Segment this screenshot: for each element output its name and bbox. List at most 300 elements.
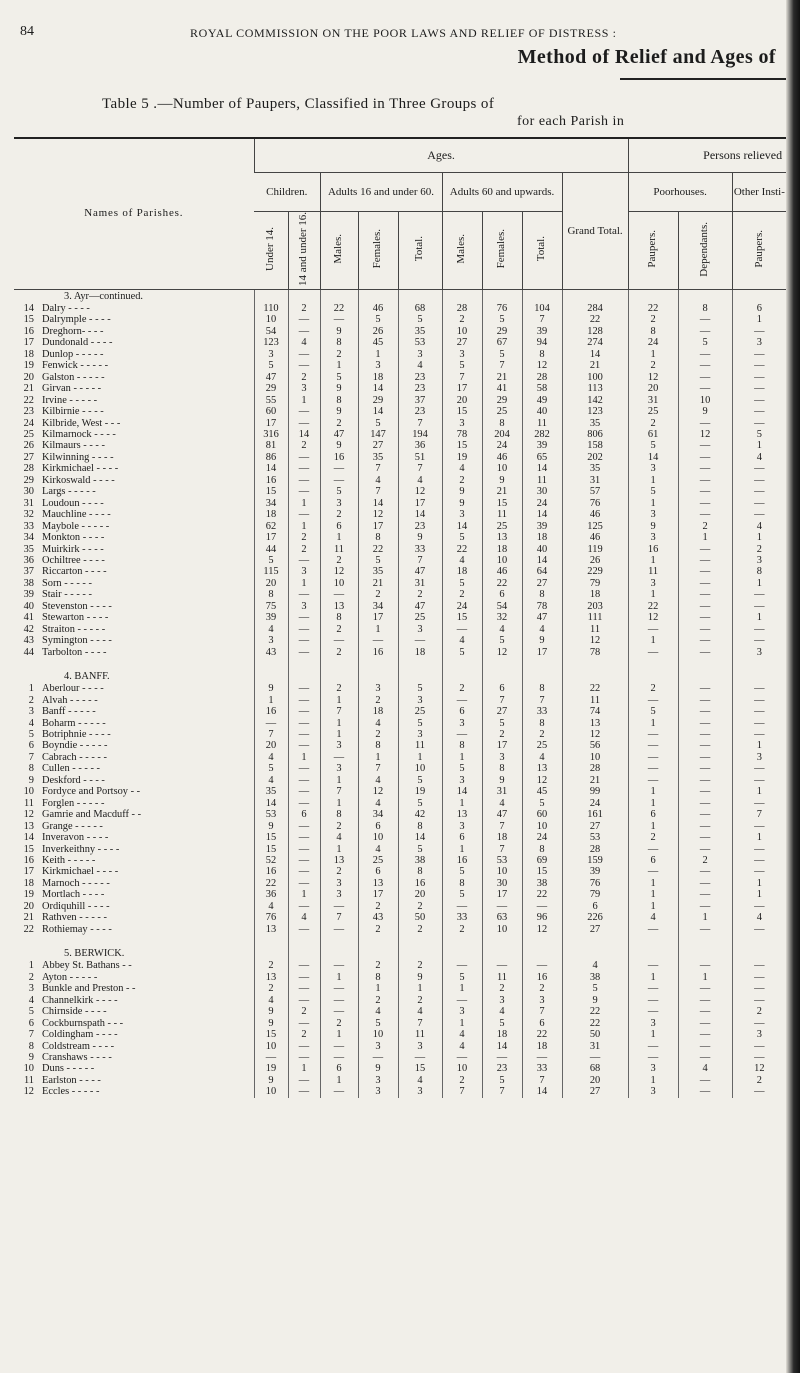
value-cell: 5 (254, 763, 288, 774)
value-cell: 11 (482, 972, 522, 983)
value-cell: 5 (628, 706, 678, 717)
value-cell: 1 (628, 798, 678, 809)
value-cell: 35 (358, 452, 398, 463)
value-cell: — (288, 509, 320, 520)
value-cell: — (678, 372, 732, 383)
value-cell: 4 (398, 1006, 442, 1017)
value-cell: 5 (482, 1075, 522, 1086)
value-cell: — (732, 360, 786, 371)
value-cell: 7 (442, 372, 482, 383)
table-row (14, 578, 786, 589)
value-cell: — (320, 463, 358, 474)
value-cell: — (732, 718, 786, 729)
value-cell: 34 (358, 601, 398, 612)
value-cell: 15 (522, 866, 562, 877)
value-cell: 22 (358, 544, 398, 555)
value-cell: 14 (398, 832, 442, 843)
value-cell: 4 (358, 775, 398, 786)
value-cell: — (288, 1086, 320, 1097)
value-cell: 16 (254, 706, 288, 717)
value-cell: 7 (522, 314, 562, 325)
value-cell: — (288, 555, 320, 566)
value-cell: 38 (398, 855, 442, 866)
value-cell: 24 (522, 498, 562, 509)
value-cell: 5 (678, 337, 732, 348)
parish-name: Duns - - - - - (42, 1063, 95, 1075)
value-cell: 14 (522, 463, 562, 474)
value-cell: 2 (442, 683, 482, 694)
empty-cell (522, 290, 562, 303)
value-cell: 2 (320, 349, 358, 360)
value-cell: 99 (562, 786, 628, 797)
row-number: 40 (23, 600, 34, 612)
empty-cell (40, 935, 254, 948)
value-cell: — (678, 695, 732, 706)
value-cell: — (732, 821, 786, 832)
value-cell: 8 (482, 418, 522, 429)
value-cell: 5 (442, 647, 482, 658)
value-cell: 8 (320, 809, 358, 820)
value-cell: 14 (442, 786, 482, 797)
value-cell: 1 (628, 555, 678, 566)
empty-cell (398, 658, 442, 671)
value-cell: 12 (732, 1063, 786, 1074)
value-cell: — (288, 878, 320, 889)
empty-cell (254, 671, 288, 684)
value-cell: 10 (678, 395, 732, 406)
value-cell: 1 (628, 821, 678, 832)
empty-cell (288, 658, 320, 671)
value-cell: — (442, 624, 482, 635)
value-cell: 5 (628, 486, 678, 497)
value-cell: 47 (254, 372, 288, 383)
value-cell: 10 (254, 1041, 288, 1052)
value-cell: 2 (320, 821, 358, 832)
row-number: 24 (23, 417, 34, 429)
value-cell: 39 (522, 440, 562, 451)
row-number: 33 (23, 520, 34, 532)
value-cell: 3 (442, 509, 482, 520)
empty-cell (482, 671, 522, 684)
running-head: ROYAL COMMISSION ON THE POOR LAWS AND RELIEF OF DISTRESS : (190, 26, 617, 40)
value-cell: 4 (732, 912, 786, 923)
value-cell: 23 (398, 383, 442, 394)
empty-cell (358, 948, 398, 961)
value-cell: — (358, 635, 398, 646)
parish-name: Monkton - - - - (42, 532, 105, 544)
value-cell: 4 (358, 1006, 398, 1017)
header-adult-females: Females. (358, 212, 398, 290)
value-cell: 4 (562, 960, 628, 971)
value-cell: 11 (398, 740, 442, 751)
value-cell: 3 (442, 1006, 482, 1017)
empty-cell (14, 935, 40, 948)
value-cell: 5 (398, 844, 442, 855)
value-cell: 43 (254, 647, 288, 658)
value-cell: 3 (628, 532, 678, 543)
row-number: 23 (23, 406, 34, 418)
value-cell: — (628, 924, 678, 935)
value-cell: 3 (442, 821, 482, 832)
table-row (14, 418, 786, 429)
parish-name: Cullen - - - - - (42, 763, 100, 775)
value-cell: 40 (522, 544, 562, 555)
value-cell: 9 (398, 972, 442, 983)
value-cell: — (732, 418, 786, 429)
value-cell: — (678, 983, 732, 994)
value-cell: — (628, 1052, 678, 1063)
value-cell: — (288, 418, 320, 429)
parish-name: Dalrymple - - - - (42, 314, 111, 326)
value-cell: 8 (320, 395, 358, 406)
value-cell: 8 (628, 326, 678, 337)
row-number: 11 (23, 797, 34, 809)
value-cell: — (482, 1052, 522, 1063)
value-cell: 47 (522, 612, 562, 623)
value-cell: 5 (442, 532, 482, 543)
value-cell: — (678, 555, 732, 566)
row-number: 6 (28, 740, 34, 752)
value-cell: 8 (358, 972, 398, 983)
value-cell: 29 (254, 383, 288, 394)
value-cell: 1 (254, 695, 288, 706)
value-cell: 17 (522, 647, 562, 658)
value-cell: 1 (398, 752, 442, 763)
table-row (14, 1086, 786, 1097)
value-cell: 24 (562, 798, 628, 809)
value-cell: 33 (522, 1063, 562, 1074)
value-cell: 26 (358, 326, 398, 337)
value-cell: 19 (254, 1063, 288, 1074)
pauper-table-container (14, 137, 786, 1098)
value-cell: — (678, 612, 732, 623)
value-cell: 60 (522, 809, 562, 820)
empty-cell (482, 658, 522, 671)
section-heading: 3. Ayr—continued. (64, 290, 143, 302)
value-cell: 23 (398, 521, 442, 532)
value-cell: — (732, 729, 786, 740)
value-cell: 5 (358, 314, 398, 325)
value-cell: 13 (442, 809, 482, 820)
value-cell: 53 (482, 855, 522, 866)
value-cell: 123 (254, 337, 288, 348)
value-cell: 194 (398, 429, 442, 440)
value-cell: — (628, 995, 678, 1006)
value-cell: 22 (562, 683, 628, 694)
value-cell: 18 (482, 832, 522, 843)
value-cell: — (482, 901, 522, 912)
value-cell: 7 (320, 706, 358, 717)
table-row (14, 786, 786, 797)
header-adult-males: Males. (320, 212, 358, 290)
value-cell: 5 (254, 360, 288, 371)
parish-name: Channelkirk - - - - (42, 994, 118, 1006)
value-cell: 2 (442, 924, 482, 935)
binding-edge (786, 0, 800, 1373)
value-cell: 11 (320, 544, 358, 555)
value-cell: — (288, 406, 320, 417)
value-cell: 45 (522, 786, 562, 797)
value-cell: 229 (562, 566, 628, 577)
value-cell: — (562, 1052, 628, 1063)
value-cell: 8 (678, 303, 732, 314)
value-cell: 2 (628, 832, 678, 843)
value-cell: 2 (482, 983, 522, 994)
empty-cell (562, 671, 628, 684)
value-cell: 6 (358, 821, 398, 832)
value-cell: 8 (320, 612, 358, 623)
value-cell: 4 (442, 635, 482, 646)
value-cell: 5 (562, 983, 628, 994)
value-cell: — (522, 1052, 562, 1063)
value-cell: 5 (442, 889, 482, 900)
value-cell: 5 (358, 1018, 398, 1029)
value-cell: — (678, 1018, 732, 1029)
value-cell: 11 (562, 624, 628, 635)
parish-name: Marnoch - - - - - (42, 877, 110, 889)
value-cell: 12 (678, 429, 732, 440)
value-cell: 28 (522, 372, 562, 383)
value-cell: 16 (254, 475, 288, 486)
row-number: 37 (23, 566, 34, 578)
table-row (14, 775, 786, 786)
value-cell: 8 (482, 763, 522, 774)
value-cell: 46 (482, 566, 522, 577)
row-number: 36 (23, 554, 34, 566)
value-cell: — (678, 995, 732, 1006)
empty-cell (482, 935, 522, 948)
row-number: 39 (23, 589, 34, 601)
value-cell: — (732, 866, 786, 877)
header-poorhouse-dependants: Dependants. (678, 212, 732, 290)
value-cell: 35 (562, 463, 628, 474)
value-cell: — (678, 1086, 732, 1097)
value-cell: 4 (398, 475, 442, 486)
value-cell: 9 (562, 995, 628, 1006)
value-cell: — (628, 624, 678, 635)
row-number: 29 (23, 474, 34, 486)
value-cell: 104 (522, 303, 562, 314)
value-cell: 10 (562, 752, 628, 763)
value-cell: 12 (522, 775, 562, 786)
row-number: 3 (28, 983, 34, 995)
value-cell: — (288, 1018, 320, 1029)
value-cell: — (628, 752, 678, 763)
value-cell: — (732, 475, 786, 486)
parish-name: Ochiltree - - - - (42, 554, 105, 566)
value-cell: 12 (562, 635, 628, 646)
row-number: 38 (23, 577, 34, 589)
value-cell: 35 (254, 786, 288, 797)
value-cell: — (732, 924, 786, 935)
value-cell: 3 (320, 889, 358, 900)
value-cell: 10 (482, 463, 522, 474)
value-cell: — (732, 349, 786, 360)
value-cell: 1 (678, 532, 732, 543)
value-cell: — (320, 960, 358, 971)
table-row (14, 878, 786, 889)
header-poorhouse-paupers: Paupers. (628, 212, 678, 290)
row-number: 31 (23, 497, 34, 509)
header-14-under-16: 14 and under 16. (288, 212, 320, 290)
value-cell: 46 (562, 509, 628, 520)
value-cell: 2 (288, 303, 320, 314)
value-cell: — (288, 1041, 320, 1052)
value-cell: — (732, 326, 786, 337)
table-row (14, 601, 786, 612)
value-cell: — (358, 1052, 398, 1063)
value-cell: 4 (442, 1029, 482, 1040)
parish-name: Deskford - - - - (42, 774, 105, 786)
value-cell: 35 (398, 326, 442, 337)
value-cell: 2 (288, 544, 320, 555)
value-cell: 10 (482, 555, 522, 566)
value-cell: 25 (398, 612, 442, 623)
value-cell: — (678, 866, 732, 877)
value-cell: 8 (442, 878, 482, 889)
header-adults-60-up: Adults 60 and upwards. (442, 173, 562, 212)
value-cell: — (320, 983, 358, 994)
value-cell: — (320, 635, 358, 646)
table-row (14, 360, 786, 371)
parish-name: Kilwinning - - - - (42, 451, 114, 463)
value-cell: 8 (522, 683, 562, 694)
value-cell: 6 (442, 706, 482, 717)
parish-name: Kirkmichael - - - - (42, 463, 119, 475)
value-cell: 76 (562, 878, 628, 889)
value-cell: — (288, 589, 320, 600)
value-cell: 3 (482, 752, 522, 763)
value-cell: 22 (562, 1018, 628, 1029)
table-row (14, 983, 786, 994)
value-cell: — (678, 763, 732, 774)
value-cell: 22 (320, 303, 358, 314)
value-cell: 53 (562, 832, 628, 843)
value-cell: 47 (320, 429, 358, 440)
value-cell: 2 (358, 924, 398, 935)
row-number (14, 290, 40, 303)
value-cell: — (288, 855, 320, 866)
row-number: 22 (23, 923, 34, 935)
value-cell: — (678, 740, 732, 751)
value-cell: 14 (358, 406, 398, 417)
value-cell: — (442, 960, 482, 971)
value-cell: 5 (442, 972, 482, 983)
value-cell: — (732, 775, 786, 786)
value-cell: 46 (358, 303, 398, 314)
value-cell: 27 (562, 924, 628, 935)
value-cell: 4 (254, 775, 288, 786)
value-cell: 2 (482, 729, 522, 740)
value-cell: 22 (482, 578, 522, 589)
row-number: 20 (23, 900, 34, 912)
table-row (14, 624, 786, 635)
value-cell: 123 (562, 406, 628, 417)
value-cell: 1 (288, 752, 320, 763)
value-cell: 5 (442, 763, 482, 774)
value-cell: 2 (442, 314, 482, 325)
value-cell: — (288, 326, 320, 337)
value-cell: — (732, 983, 786, 994)
value-cell: 13 (254, 924, 288, 935)
empty-cell (442, 948, 482, 961)
row-number: 21 (23, 912, 34, 924)
value-cell: — (732, 1041, 786, 1052)
value-cell: 7 (398, 555, 442, 566)
value-cell: 31 (562, 475, 628, 486)
row-number: 7 (28, 1029, 34, 1041)
value-cell: 2 (320, 866, 358, 877)
parish-name: Cabrach - - - - - (42, 751, 107, 763)
value-cell: — (678, 418, 732, 429)
value-cell: 7 (398, 1018, 442, 1029)
parish-name: Banff - - - - - (42, 706, 96, 718)
value-cell: 30 (482, 878, 522, 889)
value-cell: 4 (732, 521, 786, 532)
value-cell: 18 (482, 544, 522, 555)
row-number (14, 948, 40, 961)
value-cell: — (678, 752, 732, 763)
table-row (14, 440, 786, 451)
value-cell: — (678, 463, 732, 474)
value-cell: — (628, 729, 678, 740)
value-cell: 3 (628, 1063, 678, 1074)
value-cell: — (678, 901, 732, 912)
parish-name: Botriphnie - - - - (42, 729, 111, 741)
value-cell: — (732, 601, 786, 612)
empty-cell (398, 935, 442, 948)
row-number: 30 (23, 486, 34, 498)
value-cell: 5 (482, 1018, 522, 1029)
value-cell: — (288, 486, 320, 497)
value-cell: 68 (562, 1063, 628, 1074)
value-cell: 9 (678, 406, 732, 417)
value-cell: 4 (482, 624, 522, 635)
parish-name: Largs - - - - - (42, 486, 96, 498)
header-adults-16-60: Adults 16 and under 60. (320, 173, 442, 212)
value-cell: 4 (358, 844, 398, 855)
value-cell: — (732, 509, 786, 520)
value-cell: — (628, 740, 678, 751)
row-number: 18 (23, 348, 34, 360)
table-row (14, 718, 786, 729)
value-cell: 5 (482, 349, 522, 360)
value-cell: 5 (482, 718, 522, 729)
value-cell: 44 (254, 544, 288, 555)
value-cell: 5 (482, 314, 522, 325)
row-number: 18 (23, 877, 34, 889)
value-cell: 7 (358, 486, 398, 497)
value-cell: — (732, 589, 786, 600)
value-cell: — (678, 326, 732, 337)
value-cell: 52 (254, 855, 288, 866)
value-cell: 38 (562, 972, 628, 983)
empty-cell (358, 671, 398, 684)
value-cell: — (678, 718, 732, 729)
value-cell: — (732, 695, 786, 706)
table-row (14, 395, 786, 406)
value-cell: — (442, 995, 482, 1006)
empty-cell (288, 948, 320, 961)
value-cell: — (678, 1029, 732, 1040)
empty-cell (320, 935, 358, 948)
value-cell: — (678, 878, 732, 889)
value-cell: 8 (358, 532, 398, 543)
value-cell: 4 (254, 901, 288, 912)
value-cell: — (628, 763, 678, 774)
value-cell: — (288, 866, 320, 877)
value-cell: 5 (398, 683, 442, 694)
